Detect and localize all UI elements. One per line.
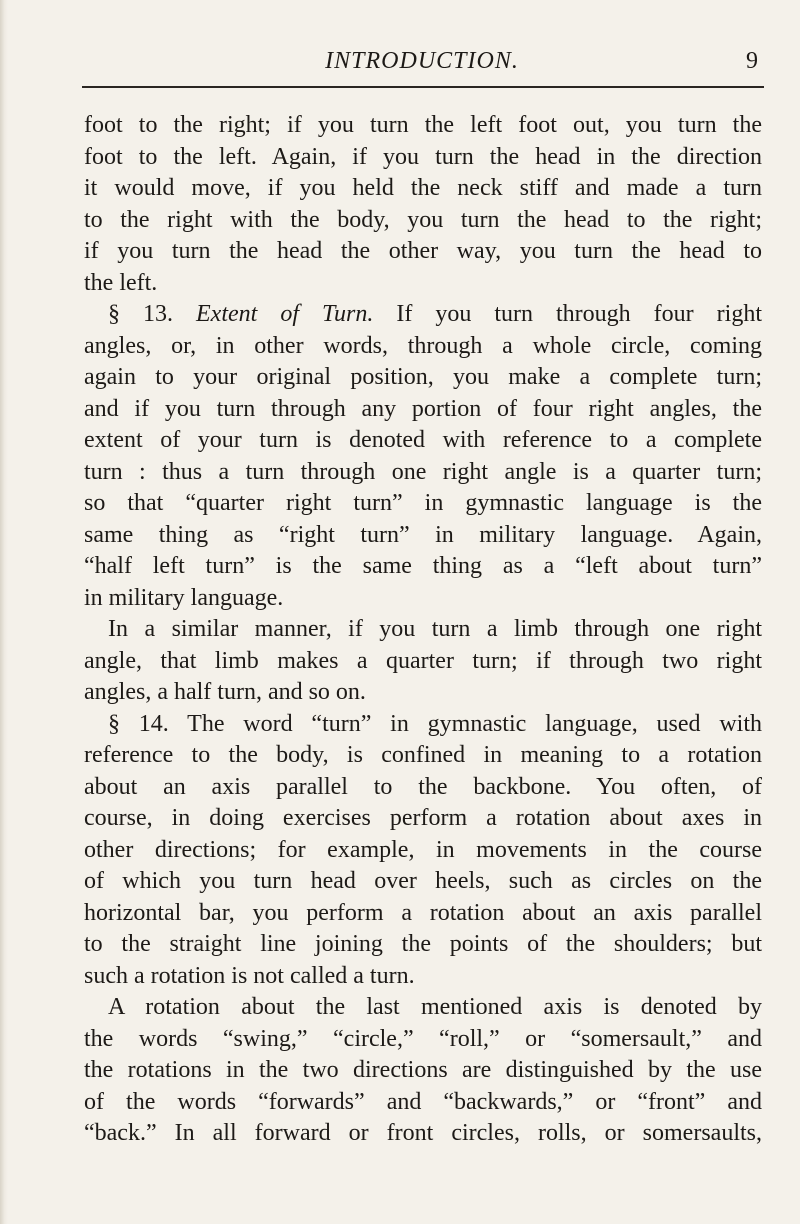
header-rule: [82, 86, 764, 88]
text-line: extent of your turn is denoted with reference to a complete: [84, 427, 762, 453]
text-line: angles, a half turn, and so on.: [84, 679, 366, 705]
section-13-text: If you turn through four right: [373, 301, 762, 327]
page-gutter-shadow: [0, 0, 8, 1224]
text-line: to the right with the body, you turn the head to the right;: [84, 206, 762, 233]
body-text: [84, 110, 762, 1150]
text-line: In a similar manner, if you turn a limb through one right: [108, 616, 762, 642]
text-line: foot to the right; if you turn the left foot out, you turn the: [84, 112, 762, 138]
text-line: of the words “forwards” and “backwards,” or “front” and: [84, 1088, 762, 1115]
running-head: INTRODUCTION.: [325, 48, 519, 74]
section-13-line: [84, 299, 762, 331]
text-line: such a rotation is not called a turn.: [84, 962, 415, 989]
text-line: reference to the body, is confined in meaning to a rotation: [84, 742, 762, 768]
text-line: to the straight line joining the points of the shoulders; but: [84, 931, 762, 957]
text-line: foot to the left. Again, if you turn the head in the direction: [84, 143, 762, 170]
page-number: 9: [746, 48, 758, 74]
text-line: of which you turn head over heels, such as circles on the: [84, 868, 762, 894]
section-13-number: § 13.: [108, 301, 197, 327]
text-line: it would move, if you held the neck stiff and made a turn: [84, 175, 762, 201]
text-line: “back.” In all forward or front circles, rolls, or somersaults,: [84, 1120, 762, 1146]
page-header: [82, 46, 762, 86]
text-line: course, in doing exercises perform a rotation about axes in: [84, 805, 762, 831]
text-line: same thing as “right turn” in military language. Again,: [84, 521, 762, 548]
text-line: the words “swing,” “circle,” “roll,” or “somersault,” and: [84, 1025, 762, 1052]
text-line: A rotation about the last mentioned axis is denoted by: [108, 994, 762, 1020]
text-line: turn : thus a turn through one right angle is a quarter turn;: [84, 458, 762, 485]
text-line: other directions; for example, in movements in the course: [84, 836, 762, 863]
text-line: the left.: [84, 269, 158, 296]
text-line: again to your original position, you make a complete turn;: [84, 364, 762, 390]
text-line: angles, or, in other words, through a whole circle, coming: [84, 332, 762, 359]
text-line: “half left turn” is the same thing as a “left about turn”: [84, 553, 762, 579]
text-line: if you turn the head the other way, you turn the head to: [84, 238, 762, 264]
section-14-line: § 14. The word “turn” in gymnastic language, used with: [108, 710, 762, 737]
text-line: in military language.: [84, 584, 284, 611]
text-line: so that “quarter right turn” in gymnastic language is the: [84, 490, 762, 516]
section-13-heading: Extent of Turn.: [196, 301, 374, 327]
text-line: horizontal bar, you perform a rotation about an axis parallel: [84, 899, 762, 926]
text-line: the rotations in the two directions are distinguished by the use: [84, 1057, 762, 1083]
text-line: angle, that limb makes a quarter turn; if through two right: [84, 647, 762, 674]
text-line: and if you turn through any portion of four right angles, the: [84, 395, 762, 422]
text-line: about an axis parallel to the backbone. You often, of: [84, 773, 762, 800]
